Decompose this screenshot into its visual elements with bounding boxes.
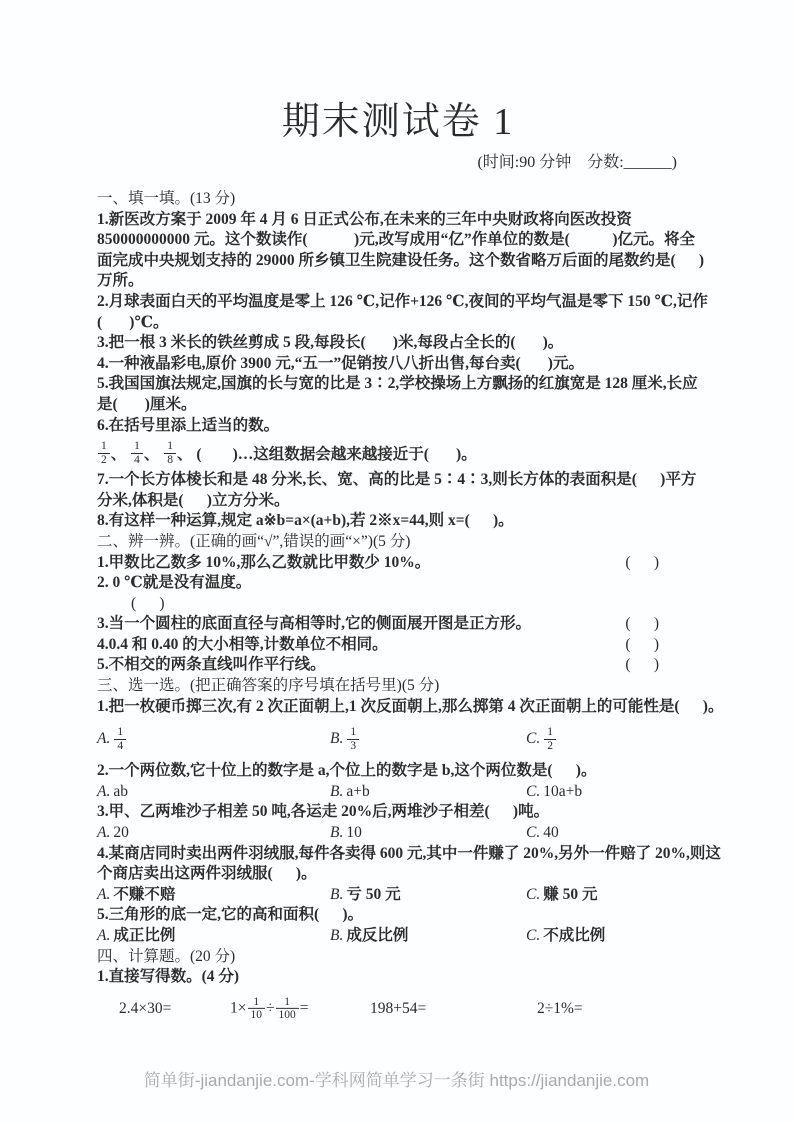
fill-q5-line2: 是( )厘米。 bbox=[97, 395, 197, 413]
judge-q2-parentheses: ( ) bbox=[131, 594, 165, 612]
paper-content bbox=[97, 0, 724, 1030]
section3-header: 三、选一选。(把正确答案的序号填在括号里)(5 分) bbox=[97, 677, 440, 695]
choose-q1-options bbox=[97, 717, 699, 761]
section1-header: 一、填一填。(13 分) bbox=[97, 190, 236, 207]
fill-q4: 4.一种液晶彩电,原价 3900 元,“五一”促销按八八折出售,每台卖( )元。 bbox=[97, 354, 584, 372]
judge-q2-text: 2. 0 ℃就是没有温度。 bbox=[97, 574, 252, 592]
calc-item-4: 2÷1%= bbox=[537, 999, 583, 1017]
choose-q3-text: 3.甲、乙两堆沙子相差 50 吨,各运走 20%后,两堆沙子相差( )吨。 bbox=[97, 803, 550, 821]
fraction-one-eighth: $\frac{1}{8}$ bbox=[164, 440, 176, 466]
fill-q7-line1: 7.一个长方体棱长和是 48 分米,长、宽、高的比是 5∶4∶3,则长方体的表面积是( )平方 bbox=[97, 471, 697, 489]
fraction-one-hundredth: $\frac{1}{100}$ bbox=[276, 996, 299, 1022]
answer-parentheses: ( ) bbox=[625, 656, 659, 674]
option-b: B. 10 bbox=[330, 824, 362, 842]
judge-q4-text: 4.0.4 和 0.40 的大小相等,计数单位不相同。 bbox=[97, 635, 388, 653]
choose-q5-text: 5.三角形的底一定,它的高和面积( )。 bbox=[97, 906, 364, 924]
option-a: A. 不赚不赔 bbox=[97, 885, 176, 903]
calc-item-3: 198+54= bbox=[370, 999, 427, 1017]
fraction-one-half: $\frac{1}{2}$ bbox=[98, 440, 110, 466]
fill-q8: 8.有这样一种运算,规定 a※b=a×(a+b),若 2※x=44,则 x=( )。 bbox=[97, 512, 514, 530]
fraction-one-tenth: $\frac{1}{10}$ bbox=[248, 996, 266, 1022]
choose-q2-text: 2.一个两位数,它十位上的数字是 a,个位上的数字是 b,这个两位数是( )。 bbox=[97, 762, 597, 780]
fill-q7-line2: 分米,体积是( )立方分米。 bbox=[97, 491, 290, 509]
choose-q3-options bbox=[97, 823, 699, 844]
choose-q5-options bbox=[97, 926, 699, 947]
fill-q1-line3: 面完成中央规划支持的 29000 所乡镇卫生院建设任务。这个数省略万后面的尾数约是( ) bbox=[97, 251, 705, 269]
option-c: C. 不成比例 bbox=[526, 927, 606, 944]
judge-q3-text: 3.当一个圆柱的底面直径与高相等时,它的侧面展开图是正方形。 bbox=[97, 615, 532, 633]
option-b: B. 亏 50 元 bbox=[330, 885, 401, 903]
fill-q2-line2: ( )℃。 bbox=[97, 313, 169, 331]
fill-q1-line1: 1.新医改方案于 2009 年 4 月 6 日正式公布,在未来的三年中央财政将向医改投资 bbox=[97, 210, 632, 228]
choose-q4-options bbox=[97, 885, 699, 906]
section4-header: 四、计算题。(20 分) bbox=[97, 947, 236, 965]
paper-title: 期末测试卷 1 bbox=[281, 101, 515, 143]
option-b: B. 成反比例 bbox=[330, 927, 409, 944]
judge-q1 bbox=[97, 553, 699, 574]
sequence-separator: 、 bbox=[110, 446, 127, 464]
option-c: C. 赚 50 元 bbox=[526, 885, 598, 903]
judge-q5 bbox=[97, 655, 699, 676]
calc-item-row bbox=[97, 988, 699, 1030]
calc-subheader: 1.直接写得数。(4 分) bbox=[97, 968, 240, 986]
option-c: C. 10a+b bbox=[526, 782, 583, 800]
fill-q1-line4: 万所。 bbox=[97, 272, 144, 290]
choose-q2-options bbox=[97, 782, 699, 803]
choose-q1-text: 1.把一枚硬币掷三次,有 2 次正面朝上,1 次反面朝上,那么掷第 4 次正面朝上的可能性是( )。 bbox=[97, 697, 724, 715]
judge-q5-text: 5.不相交的两条直线叫作平行线。 bbox=[97, 656, 326, 674]
option-a: A. 成正比例 bbox=[97, 927, 176, 944]
choose-q4-line2: 个商店卖出这两件羽绒服( )。 bbox=[97, 865, 317, 883]
section2-header: 二、辨一辨。(正确的画“√”,错误的画“×”)(5 分) bbox=[97, 532, 411, 550]
option-b: B. $\frac{1}{3}$ bbox=[330, 726, 526, 752]
option-a: A. ab bbox=[97, 782, 128, 800]
option-b: B. a+b bbox=[330, 782, 370, 800]
sequence-separator: 、 bbox=[143, 446, 160, 464]
option-c: C. $\frac{1}{2}$ bbox=[526, 726, 699, 752]
option-c: C. 40 bbox=[526, 824, 559, 842]
choose-q4-line1: 4.某商店同时卖出两件羽绒服,每件各卖得 600 元,其中一件赚了 20%,另外一件赔了 20%,则这 bbox=[97, 844, 721, 862]
calc-item-1: 2.4×30= bbox=[119, 999, 172, 1017]
answer-parentheses: ( ) bbox=[625, 615, 659, 633]
fraction-one-quarter: $\frac{1}{4}$ bbox=[131, 440, 143, 466]
answer-parentheses: ( ) bbox=[625, 553, 659, 571]
paper-body bbox=[97, 189, 724, 1030]
judge-q4 bbox=[97, 635, 699, 656]
answer-parentheses: ( ) bbox=[625, 635, 659, 653]
fill-q6-tail: ( )…这组数据会越来越接近于( )。 bbox=[196, 446, 477, 464]
fill-q6: 6.在括号里添上适当的数。 bbox=[97, 416, 280, 434]
fraction-one-half: $\frac{1}{2}$ bbox=[544, 726, 556, 752]
sequence-separator: 、 bbox=[177, 446, 193, 464]
time-score-line: (时间:90 分钟 分数:______) bbox=[477, 154, 677, 171]
option-a: A. $\frac{1}{4}$ bbox=[97, 726, 330, 752]
fill-q3: 3.把一根 3 米长的铁丝剪成 5 段,每段长( )米,每段占全长的( )。 bbox=[97, 334, 564, 352]
fill-q1-line2: 850000000000 元。这个数读作( )元,改写成用“亿”作单位的数是( )亿元。将全 bbox=[97, 231, 696, 249]
fill-q6-sequence bbox=[97, 436, 699, 470]
judge-q3 bbox=[97, 614, 699, 635]
calc-item-2: 1× $\frac{1}{10}$ ÷ $\frac{1}{100}$ = bbox=[230, 995, 309, 1022]
fill-q5-line1: 5.我国国旗法规定,国旗的长与宽的比是 3∶2,学校操场上方飘扬的红旗宽是 128 厘米,长应 bbox=[97, 375, 698, 393]
fraction-one-third: $\frac{1}{3}$ bbox=[347, 726, 359, 752]
fill-q2-line1: 2.月球表面白天的平均温度是零上 126 ℃,记作+126 ℃,夜间的平均气温是零下 150 ℃,记作 bbox=[97, 292, 708, 310]
option-a: A. 20 bbox=[97, 824, 129, 842]
site-watermark: 简单街-jiandanjie.com-学科网简单学习一条街 https://jiandanjie.com bbox=[143, 1071, 650, 1090]
judge-q1-text: 1.甲数比乙数多 10%,那么乙数就比甲数少 10%。 bbox=[97, 553, 431, 571]
fraction-one-quarter: $\frac{1}{4}$ bbox=[114, 726, 126, 752]
